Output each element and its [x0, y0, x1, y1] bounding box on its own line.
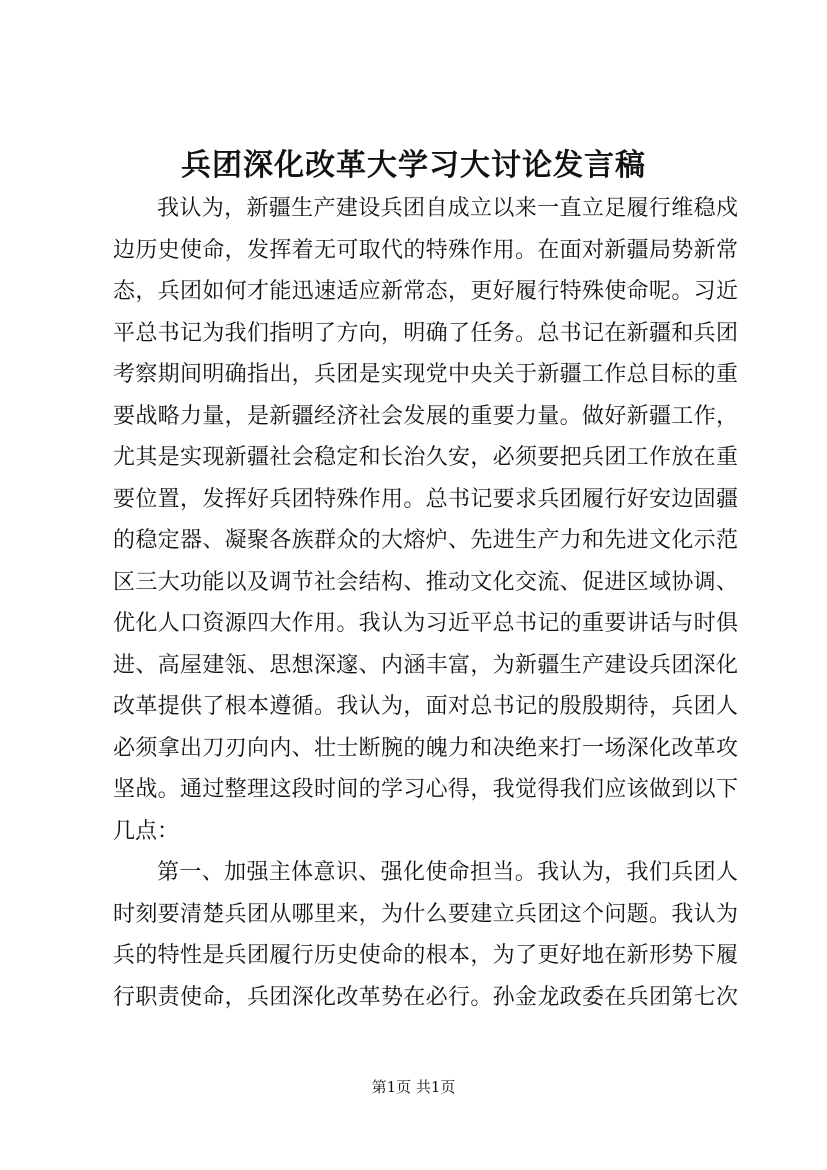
paragraph-line: 态，兵团如何才能迅速适应新常态，更好履行特殊使命呢。习近: [113, 279, 738, 304]
paragraph-line: 第一、加强主体意识、强化使命担当。我认为，我们兵团人: [157, 860, 738, 885]
paragraph-line: 平总书记为我们指明了方向，明确了任务。总书记在新疆和兵团: [113, 320, 738, 346]
paragraph-line: 考察期间明确指出，兵团是实现党中央关于新疆工作总目标的重: [113, 362, 738, 387]
paragraph-line: 兵的特性是兵团履行历史使命的根本，为了更好地在新形势下履: [113, 943, 738, 968]
paragraph-line: 优化人口资源四大作用。我认为习近平总书记的重要讲话与时俱: [113, 611, 738, 636]
paragraph-line: 要位置，发挥好兵团特殊作用。总书记要求兵团履行好安边固疆: [113, 486, 738, 512]
paragraph-line: 改革提供了根本遵循。我认为，面对总书记的殷殷期待，兵团人: [113, 694, 738, 719]
paragraph-line: 我认为，新疆生产建设兵团自成立以来一直立足履行维稳戍: [157, 196, 738, 221]
page-number-footer: 第1页 共1页: [371, 1078, 456, 1096]
paragraph-line: 区三大功能以及调节社会结构、推动文化交流、促进区域协调、: [113, 569, 738, 595]
paragraph-line: 几点：: [113, 818, 180, 844]
paragraph-line: 的稳定器、凝聚各族群众的大熔炉、先进生产力和先进文化示范: [113, 528, 738, 553]
paragraph-line: 坚战。通过整理这段时间的学习心得，我觉得我们应该做到以下: [113, 777, 738, 802]
paragraph-line: 尤其是实现新疆社会稳定和长治久安，必须要把兵团工作放在重: [113, 445, 738, 470]
paragraph-line: 时刻要清楚兵团从哪里来，为什么要建立兵团这个问题。我认为: [113, 901, 738, 927]
paragraph-line: 边历史使命，发挥着无可取代的特殊作用。在面对新疆局势新常: [113, 237, 738, 263]
paragraph-line: 进、高屋建瓴、思想深邃、内涵丰富，为新疆生产建设兵团深化: [113, 652, 738, 678]
document-body: [113, 188, 738, 1018]
paragraph-line: 必须拿出刀刃向内、壮士断腕的魄力和决绝来打一场深化改革攻: [113, 735, 738, 761]
document-title: 兵团深化改革大学习大讨论发言稿: [181, 148, 646, 183]
paragraph-line: 要战略力量，是新疆经济社会发展的重要力量。做好新疆工作，: [113, 403, 738, 429]
paragraph-line: 行职责使命，兵团深化改革势在必行。孙金龙政委在兵团第七次: [113, 984, 738, 1010]
